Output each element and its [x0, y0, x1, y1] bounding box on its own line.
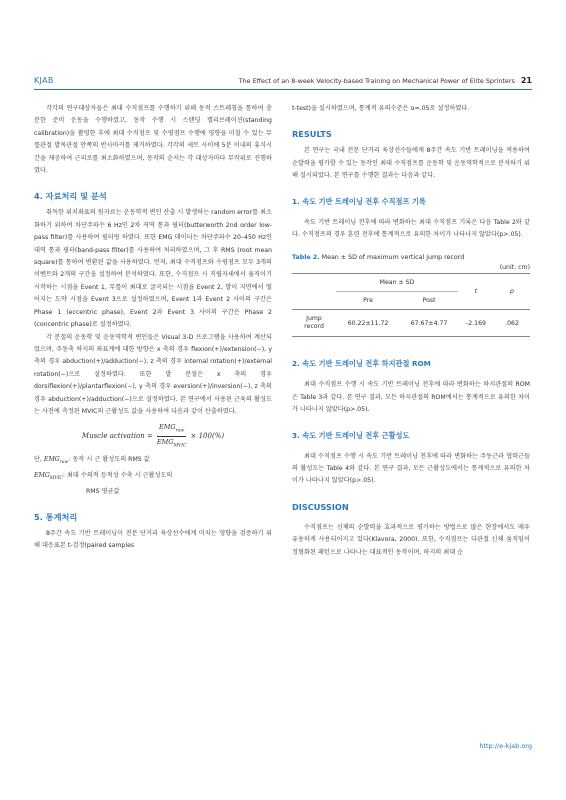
- definition-emg-mvic: $EMG_{MVIC}$: 최대 수의적 등척성 수축 시 근활성도의: [34, 471, 173, 482]
- table-col-post: Post: [422, 297, 436, 305]
- journal-url-link[interactable]: http://e-kjab.org: [479, 742, 532, 750]
- paragraph-coordinate-system: 각 분절의 운동학 및 운동역학적 변인들은 Visual 3-D 프로그램을 사용하여 계산되었으며, 주동축 하지의 좌표계에 대한 방향은 x 축의 경우 flexion(+)/extension(−), y 축의 경우 abduction(+)/adduction(−), z 축의 경우 internal rotation(+)/external rotation(−)으로 설정하였다. 또한 발 분절은 x 축의 경우 dorsiflexion(+)/plantarflexion(−), y 축의 경우 eversion(+)/inversion(−), z 축의 경우 abduction(+)/adduction(−)으로 설정하였다. 본 연구에서 사용된 근육의 활성도는 사전에 측정된 MVIC의 근활성도 값을 사용하여 다음과 같이 산출하였다.: [34, 333, 272, 415]
- formula-fraction: [157, 422, 187, 452]
- paragraph-results-intro: 본 연구는 국내 전문 단거리 육상선수들에게 8주간 속도 기반 트레이닝을 적용하여 순발력을 평가할 수 있는 동작인 최대 수직점프를 운동학 및 운동역학적으로 분석하기 위해 실시되었다. 본 연구를 수행한 결과는 다음과 같다.: [292, 147, 530, 180]
- paragraph-rom: 최대 수직점프 수행 시 속도 기반 트레이닝 전후에 따라 변화하는 하지관절의 ROM은 Table 3과 같다. 본 연구 결과, 모든 하지관절의 ROM에서는 통계적으로 유의한 차이가 나타나지 않았다(p>.05).: [292, 381, 530, 414]
- vertical-jump-table: [292, 273, 530, 337]
- paragraph-vertical-jump: 속도 기반 트레이닝 전후에 따라 변화하는 최대 수직점프 기록은 다음 Table 2와 같다. 수직점프의 경우 훈련 전후에 통계적으로 유의한 차이가 나타나지 않았다(p>.05).: [292, 218, 530, 239]
- table-col-p: p: [494, 274, 530, 310]
- running-title: [239, 76, 532, 85]
- formula-rhs: × 100(%): [190, 432, 225, 441]
- table-cell-pre: 60.22±11.72: [336, 310, 400, 337]
- paragraph-procedure: 각각의 연구대상자들은 최대 수직점프를 수행하기 위해 동적 스트레칭을 통하여 충분한 준비 운동을 수행하였고, 동작 수행 시 스탠딩 캘리브레이션(standing calibration)을 촬영한 후에 최대 수직점프 및 수평점프 수행에 영향을 미칠 수 있는 무릎관절 발목관절 안쪽의 반사마커를 제거하였다. 각각의 세트 사이에 5분 이내의 휴식시간을 제공하여 근피로를 최소화하였으며, 동작의 순서는 각 대상자마다 무작위로 진행하였다.: [34, 105, 272, 175]
- table-col-pre: Pre: [363, 297, 373, 305]
- running-title-text: The Effect of an 8-week Velocity-based Training on Mechanical Power of Elite Sprinters: [238, 77, 515, 85]
- table-cell-p: .062: [494, 310, 530, 337]
- paragraph-muscle-activity: 최대 수직점프 수행 시 속도 기반 트레이닝 전후에 따라 변화하는 주동근과 협력근들의 활성도는 Table 4와 같다. 본 연구 결과, 모든 근활성도에서는 통계적으로 유의한 차이가 나타나지 않았다(p>.05).: [292, 452, 530, 485]
- journal-name: KJAB: [34, 76, 54, 85]
- paragraph-statistics-cont: t-test)을 실시하였으며, 통계적 유의수준은 α=.05로 설정하였다.: [292, 105, 470, 112]
- formula-lhs: Muscle activation =: [81, 432, 153, 441]
- definition-emg-raw: 단, $EMG_{raw}$: 동작 시 근 활성도의 RMS 값: [34, 456, 150, 466]
- formula-denominator: $EMG_{MVIC}$: [156, 437, 187, 449]
- table-cell-t: -2.169: [458, 310, 494, 337]
- table-col-t: t: [458, 274, 494, 310]
- page-number: 21: [520, 76, 532, 85]
- table-group-header: Mean ± SD: [336, 274, 458, 292]
- right-column: [292, 103, 530, 559]
- muscle-activation-formula: [34, 418, 272, 454]
- subheading-muscle-activity: 3. 속도 기반 트레이닝 전후 근활성도: [292, 430, 410, 440]
- table-row-label: Jump record: [292, 310, 336, 337]
- section-heading-data-processing: 4. 자료처리 및 분석: [34, 191, 107, 202]
- paragraph-discussion: 수직점프는 신체의 순발력을 효과적으로 평가하는 방법으로 많은 현장에서도 매우 유용하게 사용되어지고 있다(Klavora, 2000). 또한, 수직점프는 다관절 신체 움직임이 정형화된 패턴으로 나타나는 대표적인 동작이며, 하지의 최대 순: [292, 523, 530, 556]
- header-rule: [34, 89, 532, 90]
- section-heading-results: RESULTS: [292, 129, 332, 140]
- table-row: [292, 310, 530, 337]
- paragraph-filtering: 취득한 위치좌표의 원자료는 운동학적 변인 산출 시 발생하는 random error를 최소화하기 위하여 차단주파수 6 Hz인 2차 저역 통과 필터(butterworth 2nd order low-pass filter)를 사용하여 필터링 하였다. 또한 EMG 데이터는 차단주파수 20–450 Hz인 대역 통과 필터(band-pass filter)를 사용하여 처리하였으며, 그 후 RMS (root mean square)를 통하여 변환된 값을 사용하였다. 먼저, 최대 수직점프와 수평점프 모두 3개의 이벤트와 2개의 구간을 설정하여 분석하였다. 또한, 수직점프 시 직립자세에서 움직이기 시작하는 시점을 Event 1, 무릎이 최대로 굴곡되는 시점을 Event 2, 발이 지면에서 떨어지는 도약 시점을 Event 3으로 설정하였으며, Event 1과 Event 2 사이의 구간은 Phase 1 (eccentric phase), Event 2과 Event 3 사이의 구간은 Phase 2 (concentric phase)로 설정하였다.: [34, 209, 273, 329]
- paragraph-statistics: 8주간 속도 기반 트레이닝이 전문 단거리 육상선수에게 미치는 영향을 검증하기 위해 대응표본 t-검정(paired samples: [34, 530, 272, 550]
- table-cell-post: 67.67±4.77: [400, 310, 458, 337]
- subheading-rom: 2. 속도 기반 트레이닝 전후 하지관절 ROM: [292, 359, 431, 369]
- section-heading-statistics: 5. 통계처리: [34, 512, 78, 523]
- table-unit: (unit: cm): [499, 264, 530, 272]
- table-caption: Table 2. Mean ± SD of maximum vertical jump record: [292, 254, 465, 262]
- section-heading-discussion: DISCUSSION: [292, 501, 349, 512]
- formula-numerator: $EMG_{raw}$: [157, 422, 186, 437]
- subheading-vertical-jump: 1. 속도 기반 트레이닝 전후 수직점프 기록: [292, 196, 426, 206]
- definition-emg-mvic-cont: RMS 평균값: [86, 487, 120, 495]
- left-column: [34, 103, 272, 553]
